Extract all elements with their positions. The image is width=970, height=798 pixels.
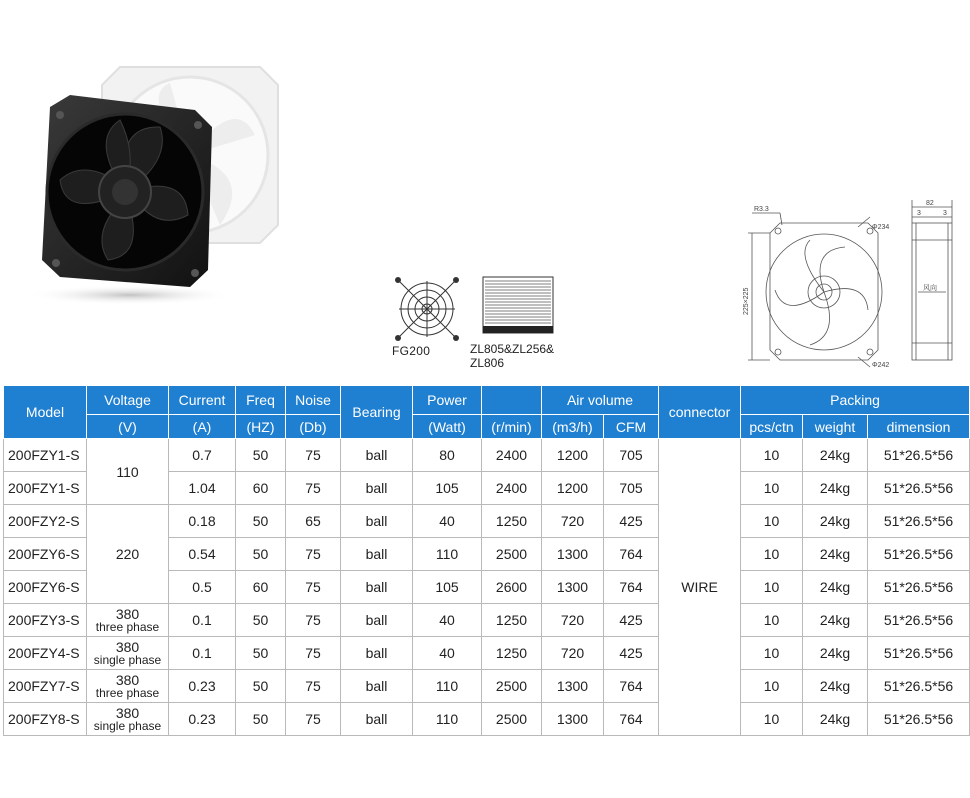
cell-pcs: 10 (741, 472, 803, 505)
cell-power: 105 (413, 571, 482, 604)
cell-pcs: 10 (741, 670, 803, 703)
header-power-unit: (Watt) (413, 415, 482, 439)
table-row (4, 703, 970, 736)
cell-dimension: 51*26.5*56 (868, 538, 970, 571)
cell-model: 200FZY6-S (4, 571, 87, 604)
voltage-value: 380 (115, 605, 140, 622)
table-row (4, 637, 970, 670)
voltage-phase: single phase (93, 718, 162, 733)
cell-model: 200FZY2-S (4, 505, 87, 538)
cell-freq: 50 (236, 505, 286, 538)
cell-voltage (87, 505, 169, 604)
cell-dimension: 51*26.5*56 (868, 604, 970, 637)
cell-m3h: 720 (542, 505, 604, 538)
cell-freq: 50 (236, 670, 286, 703)
table-row (4, 604, 970, 637)
cell-cfm: 425 (604, 604, 659, 637)
cell-noise: 75 (286, 571, 341, 604)
cell-power: 80 (413, 439, 482, 472)
header-current-unit: (A) (169, 415, 236, 439)
cell-pcs: 10 (741, 604, 803, 637)
cell-bearing: ball (341, 703, 413, 736)
cell-voltage (87, 604, 169, 637)
cell-bearing: ball (341, 505, 413, 538)
cell-model: 200FZY3-S (4, 604, 87, 637)
header-noise-unit: (Db) (286, 415, 341, 439)
cell-voltage (87, 637, 169, 670)
cell-freq: 60 (236, 472, 286, 505)
cell-m3h: 1300 (542, 571, 604, 604)
cell-model: 200FZY1-S (4, 439, 87, 472)
cell-m3h: 1300 (542, 670, 604, 703)
cell-bearing: ball (341, 670, 413, 703)
cell-dimension: 51*26.5*56 (868, 439, 970, 472)
cell-current: 0.23 (169, 703, 236, 736)
cell-cfm: 705 (604, 439, 659, 472)
cell-m3h: 1200 (542, 439, 604, 472)
hole-diameter-label: Φ234 (872, 224, 890, 231)
header-speed-unit: (r/min) (482, 415, 542, 439)
header-voltage-unit: (V) (87, 415, 169, 439)
cell-m3h: 1300 (542, 703, 604, 736)
header-weight: weight (803, 415, 868, 439)
cell-bearing: ball (341, 538, 413, 571)
cell-bearing: ball (341, 439, 413, 472)
product-photo (20, 55, 295, 310)
cell-current: 0.5 (169, 571, 236, 604)
cell-m3h: 1200 (542, 472, 604, 505)
header-power: Power (413, 386, 482, 415)
voltage-value: 220 (115, 546, 140, 562)
cell-noise: 65 (286, 505, 341, 538)
radius-label: R3.3 (754, 206, 769, 213)
cell-weight: 24kg (803, 538, 868, 571)
filter-label: ZL805&ZL256& ZL806 (470, 342, 555, 370)
header-dimension: dimension (868, 415, 970, 439)
cell-speed: 2500 (482, 538, 542, 571)
cell-current: 0.1 (169, 604, 236, 637)
cell-pcs: 10 (741, 439, 803, 472)
cell-dimension: 51*26.5*56 (868, 472, 970, 505)
voltage-value: 110 (116, 463, 139, 480)
cell-current: 0.54 (169, 538, 236, 571)
table-body (4, 439, 970, 736)
table-row (4, 439, 970, 472)
cell-speed: 1250 (482, 637, 542, 670)
cell-speed: 2500 (482, 703, 542, 736)
cell-freq: 60 (236, 571, 286, 604)
fan-image (42, 95, 212, 287)
cell-pcs: 10 (741, 538, 803, 571)
cell-weight: 24kg (803, 604, 868, 637)
cell-weight: 24kg (803, 703, 868, 736)
cell-pcs: 10 (741, 571, 803, 604)
cell-cfm: 764 (604, 703, 659, 736)
header-cfm-unit: CFM (604, 415, 659, 439)
header-packing: Packing (741, 386, 970, 415)
cell-freq: 50 (236, 604, 286, 637)
cell-power: 110 (413, 670, 482, 703)
voltage-phase: three phase (95, 619, 160, 634)
cell-cfm: 705 (604, 472, 659, 505)
cell-weight: 24kg (803, 637, 868, 670)
voltage-phase: single phase (93, 652, 162, 667)
gap-right-label: 3 (943, 210, 947, 217)
cell-speed: 2400 (482, 439, 542, 472)
cell-cfm: 425 (604, 637, 659, 670)
cell-speed: 2500 (482, 670, 542, 703)
cell-noise: 75 (286, 472, 341, 505)
outer-diameter-label: Φ242 (872, 362, 890, 369)
cell-noise: 75 (286, 538, 341, 571)
cell-pcs: 10 (741, 505, 803, 538)
header-connector: connector (659, 386, 741, 439)
cell-freq: 50 (236, 637, 286, 670)
table-header (4, 386, 970, 439)
cell-dimension: 51*26.5*56 (868, 637, 970, 670)
header-voltage: Voltage (87, 386, 169, 415)
cell-speed: 1250 (482, 604, 542, 637)
header-current: Current (169, 386, 236, 415)
finger-guard-label: FG200 (392, 344, 431, 358)
airflow-label: 风向 (923, 285, 937, 292)
cell-m3h: 720 (542, 637, 604, 670)
table-row (4, 670, 970, 703)
cell-bearing: ball (341, 472, 413, 505)
voltage-phase: three phase (95, 685, 160, 700)
cell-bearing: ball (341, 604, 413, 637)
cell-speed: 2600 (482, 571, 542, 604)
cell-freq: 50 (236, 439, 286, 472)
cell-dimension: 51*26.5*56 (868, 571, 970, 604)
cell-weight: 24kg (803, 472, 868, 505)
cell-voltage (87, 670, 169, 703)
filter-icon (482, 276, 554, 334)
cell-model: 200FZY1-S (4, 472, 87, 505)
cell-model: 200FZY6-S (4, 538, 87, 571)
cell-dimension: 51*26.5*56 (868, 670, 970, 703)
cell-cfm: 764 (604, 538, 659, 571)
voltage-value: 380 (115, 638, 140, 655)
cell-m3h: 1300 (542, 538, 604, 571)
cell-connector: WIRE (659, 439, 741, 736)
cell-noise: 75 (286, 670, 341, 703)
size-label: 225×225 (743, 287, 750, 315)
cell-current: 0.7 (169, 439, 236, 472)
header-bearing: Bearing (341, 386, 413, 439)
header-air-volume: Air volume (542, 386, 659, 415)
cell-speed: 2400 (482, 472, 542, 505)
gap-left-label: 3 (917, 210, 921, 217)
cell-noise: 75 (286, 439, 341, 472)
cell-pcs: 10 (741, 637, 803, 670)
voltage-value: 380 (115, 671, 140, 688)
header-freq-unit: (HZ) (236, 415, 286, 439)
cell-noise: 75 (286, 637, 341, 670)
header-m3h-unit: (m3/h) (542, 415, 604, 439)
cell-current: 0.1 (169, 637, 236, 670)
cell-dimension: 51*26.5*56 (868, 505, 970, 538)
cell-speed: 1250 (482, 505, 542, 538)
header-pcs: pcs/ctn (741, 415, 803, 439)
width-label: 82 (926, 200, 934, 207)
cell-cfm: 764 (604, 571, 659, 604)
dimension-drawing (740, 195, 965, 375)
header-noise: Noise (286, 386, 341, 415)
cell-model: 200FZY4-S (4, 637, 87, 670)
cell-model: 200FZY7-S (4, 670, 87, 703)
cell-current: 0.23 (169, 670, 236, 703)
cell-model: 200FZY8-S (4, 703, 87, 736)
cell-weight: 24kg (803, 439, 868, 472)
cell-cfm: 764 (604, 670, 659, 703)
header-model: Model (4, 386, 87, 439)
cell-power: 105 (413, 472, 482, 505)
cell-freq: 50 (236, 538, 286, 571)
cell-bearing: ball (341, 571, 413, 604)
cell-current: 1.04 (169, 472, 236, 505)
cell-weight: 24kg (803, 505, 868, 538)
cell-voltage (87, 439, 169, 505)
cell-power: 40 (413, 505, 482, 538)
cell-power: 40 (413, 604, 482, 637)
cell-pcs: 10 (741, 703, 803, 736)
cell-current: 0.18 (169, 505, 236, 538)
voltage-value: 380 (115, 704, 140, 721)
cell-voltage (87, 703, 169, 736)
cell-noise: 75 (286, 703, 341, 736)
header-freq: Freq (236, 386, 286, 415)
cell-power: 110 (413, 538, 482, 571)
spec-table (3, 385, 970, 736)
cell-dimension: 51*26.5*56 (868, 703, 970, 736)
table-row (4, 505, 970, 538)
finger-guard-icon (393, 275, 461, 343)
cell-power: 40 (413, 637, 482, 670)
cell-m3h: 720 (542, 604, 604, 637)
cell-weight: 24kg (803, 571, 868, 604)
cell-power: 110 (413, 703, 482, 736)
cell-weight: 24kg (803, 670, 868, 703)
cell-noise: 75 (286, 604, 341, 637)
header-speed-blank (482, 386, 542, 415)
cell-cfm: 425 (604, 505, 659, 538)
cell-bearing: ball (341, 637, 413, 670)
cell-freq: 50 (236, 703, 286, 736)
